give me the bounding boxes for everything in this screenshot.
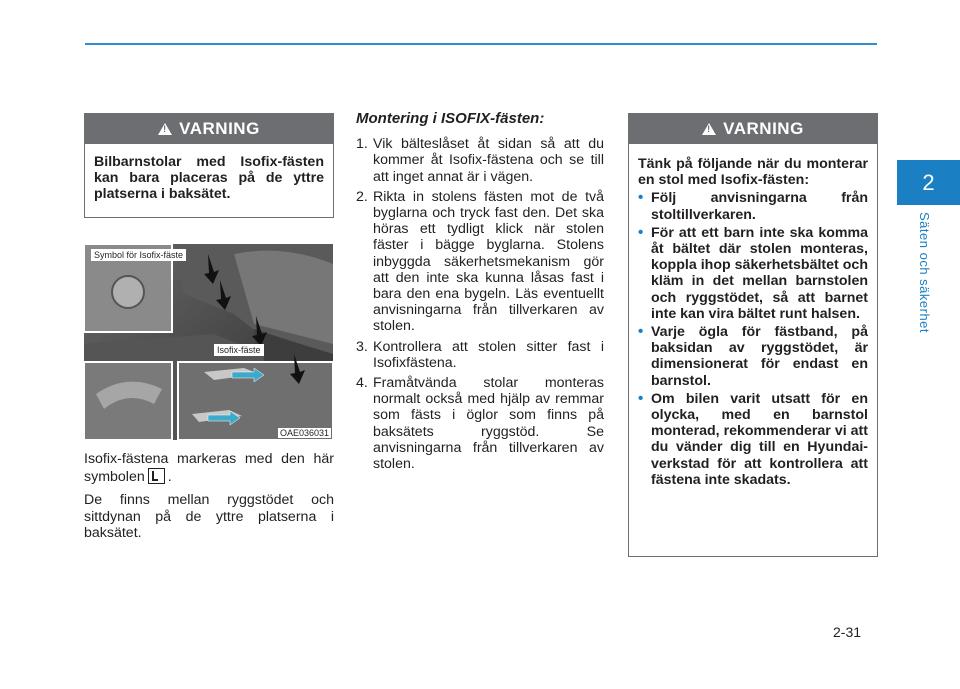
mounting-step (356, 375, 604, 472)
paragraph-text: Isofix-fästena markeras med den här symbolen (84, 451, 334, 485)
isofix-symbol-icon (148, 468, 165, 484)
step-text: Kontrollera att stolen sitter fast i Isofixfästena. (373, 338, 604, 371)
warning-bullet: • Följ anvisningarna från stoltillverkaren. (638, 190, 868, 222)
warning-bullets (638, 190, 868, 488)
step-number: 4. (356, 375, 368, 392)
warning-bullet: • Varje ögla för fästband, på baksidan av ryggstödet, är dimensionerat för endast en barnstol. (638, 324, 868, 389)
chapter-title: Säten och säkerhet (917, 212, 932, 334)
warning-heading: VARNING (179, 119, 260, 138)
warning-header (629, 114, 877, 144)
warning-content (629, 144, 877, 498)
warning-bullet: • För att ett barn inte ska komma åt bältet där stolen monteras, koppla ihop säkerhetsbältet och kläm in det mellan barnstolen och ryggstödet, så att barnet inte kan vira bältet runt halsen. (638, 225, 868, 322)
label-isofix-anchor: Isofix-fäste (214, 344, 264, 356)
step-number: 3. (356, 338, 368, 355)
paragraph-text: . (167, 468, 172, 485)
warning-heading: VARNING (723, 119, 804, 138)
seat-illustration (84, 244, 333, 440)
paragraph-symbol (84, 451, 334, 485)
mounting-step (356, 136, 604, 185)
warning-box-right (628, 113, 878, 557)
warning-intro: Tänk på följande när du monterar en stol med Isofix-fästen: (638, 156, 868, 189)
warning-text: Bilbarnstolar med Isofix-fästen kan bara placeras på de yttre platserna i baksätet. (94, 154, 324, 203)
step-number: 1. (356, 136, 368, 153)
warning-header (85, 114, 333, 144)
step-number: 2. (356, 188, 368, 205)
warning-box-left (84, 113, 334, 218)
figure-code: OAE036031 (279, 428, 329, 438)
paragraph-location: De finns mellan ryggstödet och sittdynan på de yttre platserna i baksätet. (84, 492, 334, 541)
isofix-description (84, 451, 334, 549)
header-rule (85, 43, 877, 45)
step-text: Rikta in stolens fästen mot de två byglarna och tryck fast den. Det ska höras ett tydligt klick när stolen fäster i bägge byglarna. Stolens inbyggda säkerhetsmekanism gör att den inte ska kunna låsas fast i bara den ena bygeln. Läs eventuellt anvisningarna från tillverkaren av stolen. (373, 188, 604, 335)
mounting-step (356, 189, 604, 335)
warning-bullet: • Om bilen varit utsatt för en olycka, med en barnstol monterad, rekommenderar vi att du vänder dig till en Hyundai-verkstad för att kontrollera att fästena inte skadats. (638, 391, 868, 488)
step-text: Vik bälteslåset åt sidan så att du kommer åt Isofix-fästena och se till att inget annat är i vägen. (373, 136, 604, 185)
mounting-steps (356, 136, 604, 472)
label-isofix-symbol: Symbol för Isofix-fäste (91, 249, 186, 261)
mounting-heading: Montering i ISOFIX-fästen: (356, 110, 545, 127)
chapter-tab (897, 160, 960, 205)
warning-triangle-icon (158, 123, 172, 135)
isofix-figure (84, 244, 333, 440)
chapter-number: 2 (922, 169, 935, 195)
warning-triangle-icon (702, 123, 716, 135)
mounting-section (356, 111, 604, 476)
page-number: 2-31 (833, 624, 862, 640)
mounting-step (356, 339, 604, 371)
step-text: Framåtvända stolar monteras normalt också med hjälp av remmar som fästs i öglor som finns på baksätets ryggstöd. Se anvisningarna från tillverkaren av stolen. (373, 375, 604, 473)
